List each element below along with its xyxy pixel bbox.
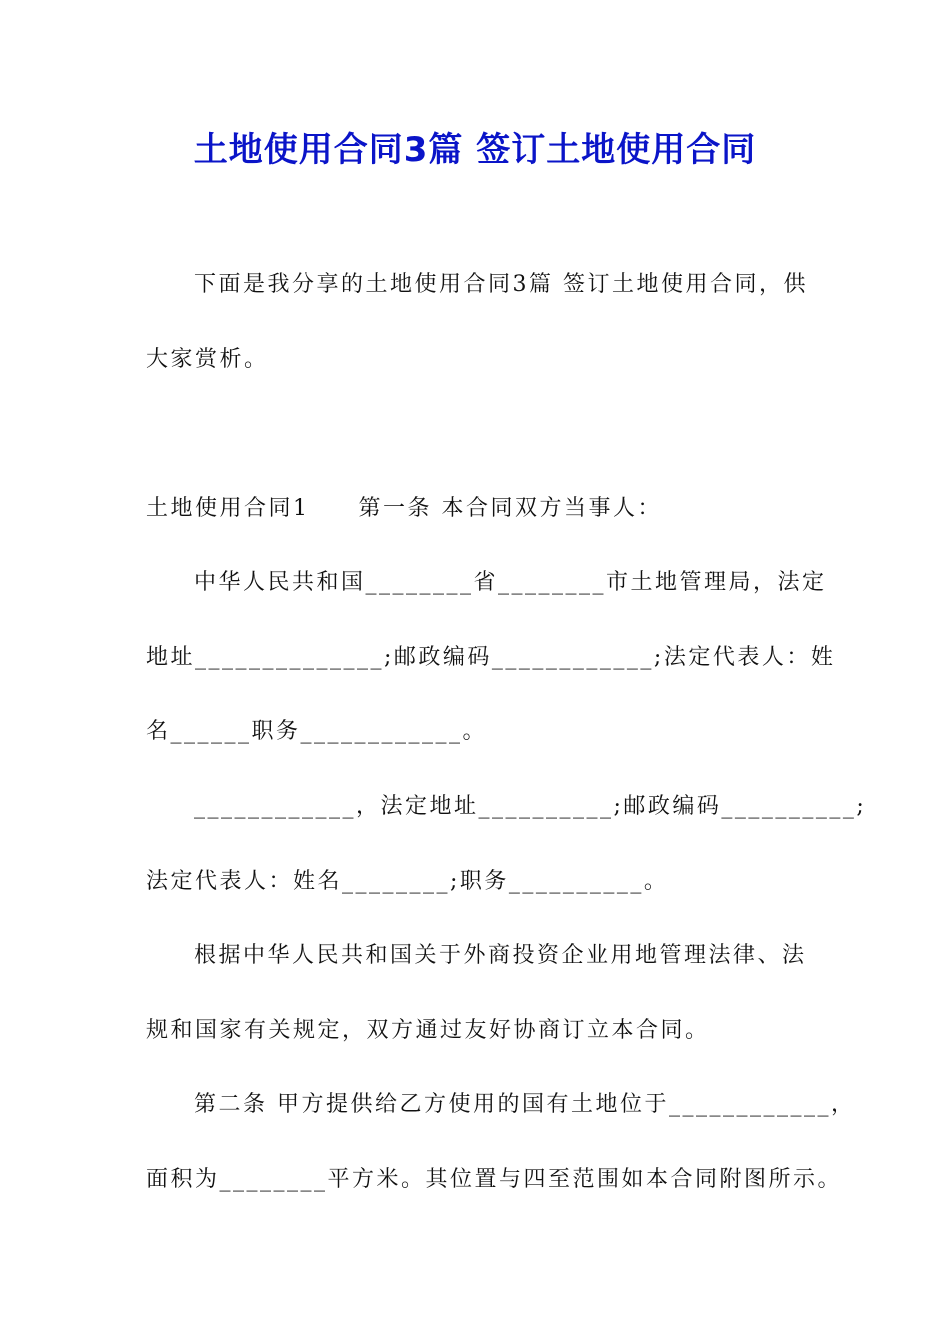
paragraph-line: 第二条 甲方提供给乙方使用的国有土地位于____________，	[194, 1092, 856, 1117]
paragraph-line: 规和国家有关规定，双方通过友好协商订立本合同。	[146, 1018, 710, 1043]
paragraph-line: 面积为________平方米。其位置与四至范围如本合同附图所示。	[146, 1167, 843, 1192]
paragraph-line: 地址______________;邮政编码____________;法定代表人：姓	[146, 645, 836, 670]
paragraph-line: 下面是我分享的土地使用合同3篇 签订土地使用合同，供	[194, 272, 808, 297]
paragraph-line: 大家赏析。	[146, 347, 269, 372]
paragraph-line: 名______职务____________。	[146, 719, 488, 744]
document-title: 土地使用合同3篇 签订土地使用合同	[193, 130, 757, 170]
paragraph-line: 法定代表人：姓名________;职务__________。	[146, 869, 669, 894]
section-heading-line: 土地使用合同1 第一条 本合同双方当事人：	[146, 496, 662, 521]
paragraph-line: 根据中华人民共和国关于外商投资企业用地管理法律、法	[194, 943, 807, 968]
paragraph-line: 中华人民共和国________省________市土地管理局，法定	[194, 570, 827, 595]
paragraph-line: ____________，法定地址__________;邮政编码__________;	[194, 794, 867, 819]
